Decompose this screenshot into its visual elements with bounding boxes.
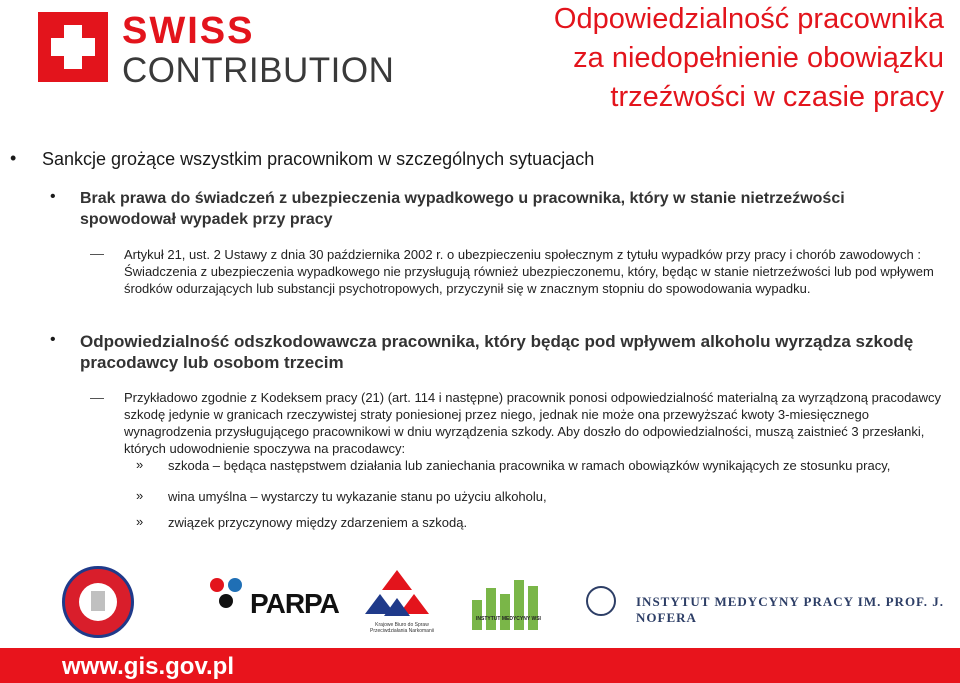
sub-bullet-brak-prawa: Brak prawa do świadczeń z ubezpieczenia wypadkowego u pracownika, który w stanie nietrzeźwości spowodował wypadek przy pracy <box>80 190 845 228</box>
page-title <box>484 0 944 117</box>
parpa-dot <box>210 578 224 592</box>
list-item: związek przyczynowy między zdarzeniem a szkodą. <box>168 515 468 530</box>
nofer-emblem-icon <box>586 586 616 616</box>
item-marker: » <box>136 457 144 472</box>
bullet-sankcje: Sankcje grożące wszystkim pracownikom w szczególnych sytuacjach <box>42 149 595 169</box>
list-item: szkoda – będąca następstwem działania lub zaniechania pracownika w ramach obowiązków wynikających ze stosunku pracy, <box>168 458 891 473</box>
bullet-marker: • <box>50 331 56 348</box>
parpa-logo-text: PARPA <box>250 588 339 619</box>
partner-logos <box>0 560 960 645</box>
sub-bullet-odpowiedzialnosc: Odpowiedzialność odszkodowawcza pracownika, który będąc pod wpływem alkoholu wyrządza szkodę pracodawcy lub osobom trzecim <box>80 332 914 372</box>
title-line1: Odpowiedzialność pracownika <box>553 3 944 35</box>
imw-logo-text: INSTYTUT MEDYCYNY WSI <box>476 616 541 622</box>
title-line3: trzeźwości w czasie pracy <box>610 81 944 113</box>
pis-seal-icon <box>62 566 134 638</box>
parpa-dot <box>219 594 233 608</box>
eagle-icon <box>91 591 105 611</box>
swiss-flag-icon <box>38 12 108 82</box>
bullet-marker: • <box>10 148 17 168</box>
bullet-marker: • <box>50 188 56 205</box>
footer-url[interactable]: www.gis.gov.pl <box>62 653 235 680</box>
kbds-logo-icon <box>362 568 432 628</box>
logo-line1: SWISS <box>122 10 255 52</box>
item-marker: » <box>136 488 144 503</box>
dash-marker <box>90 398 104 399</box>
imw-bar <box>500 594 510 630</box>
detail-artykul-21: Artykuł 21, ust. 2 Ustawy z dnia 30 października 2002 r. o ubezpieczeniu społecznym z tytułu wypadków przy pracy i chorób zawodowych : Świadczenia z ubezpieczenia wypadkowego nie przysługują również ubezpieczonemu, który, będąc w stanie nietrzeźwości lub pod wpływem środków odurzających lub substancji psychotropowych, przyczynił się w znacznym stopniu do spowodowania wypadku. <box>124 247 934 296</box>
dash-marker <box>90 254 104 255</box>
imw-bar <box>486 588 496 630</box>
footer-bar <box>0 648 960 683</box>
list-item: wina umyślna – wystarczy tu wykazanie stanu po użyciu alkoholu, <box>168 489 547 504</box>
logo-line2: CONTRIBUTION <box>122 51 395 90</box>
parpa-mark-icon <box>210 578 244 612</box>
kbds-logo-text: Krajowe Biuro do Spraw Przeciwdziałania Narkomanii <box>370 622 434 634</box>
imw-bar <box>528 586 538 630</box>
title-line2: za niedopełnienie obowiązku <box>573 42 944 74</box>
nofer-logo-text: INSTYTUT MEDYCYNY PRACY IM. PROF. J. NOFERA <box>636 594 945 625</box>
item-marker: » <box>136 514 144 529</box>
imw-bar <box>472 600 482 630</box>
parpa-dot <box>228 578 242 592</box>
imw-bar <box>514 580 524 630</box>
swiss-contribution-logo <box>38 12 398 90</box>
detail-kodeks-pracy: Przykładowo zgodnie z Kodeksem pracy (21) (art. 114 i następne) pracownik ponosi odpowiedzialność materialną za wyrządzoną pracodawcy szkodę jedynie w granicach rzeczywistej straty poniesionej przez niego, jednak nie może ona przewyższać kwoty 3-miesięcznego wynagrodzenia przysługującego pracownikowi w dniu wyrządzenia szkody. Aby doszło do odpowiedzialności, muszą zaistnieć 3 przesłanki, których udowodnienie spoczywa na pracodawcy: <box>124 390 942 456</box>
